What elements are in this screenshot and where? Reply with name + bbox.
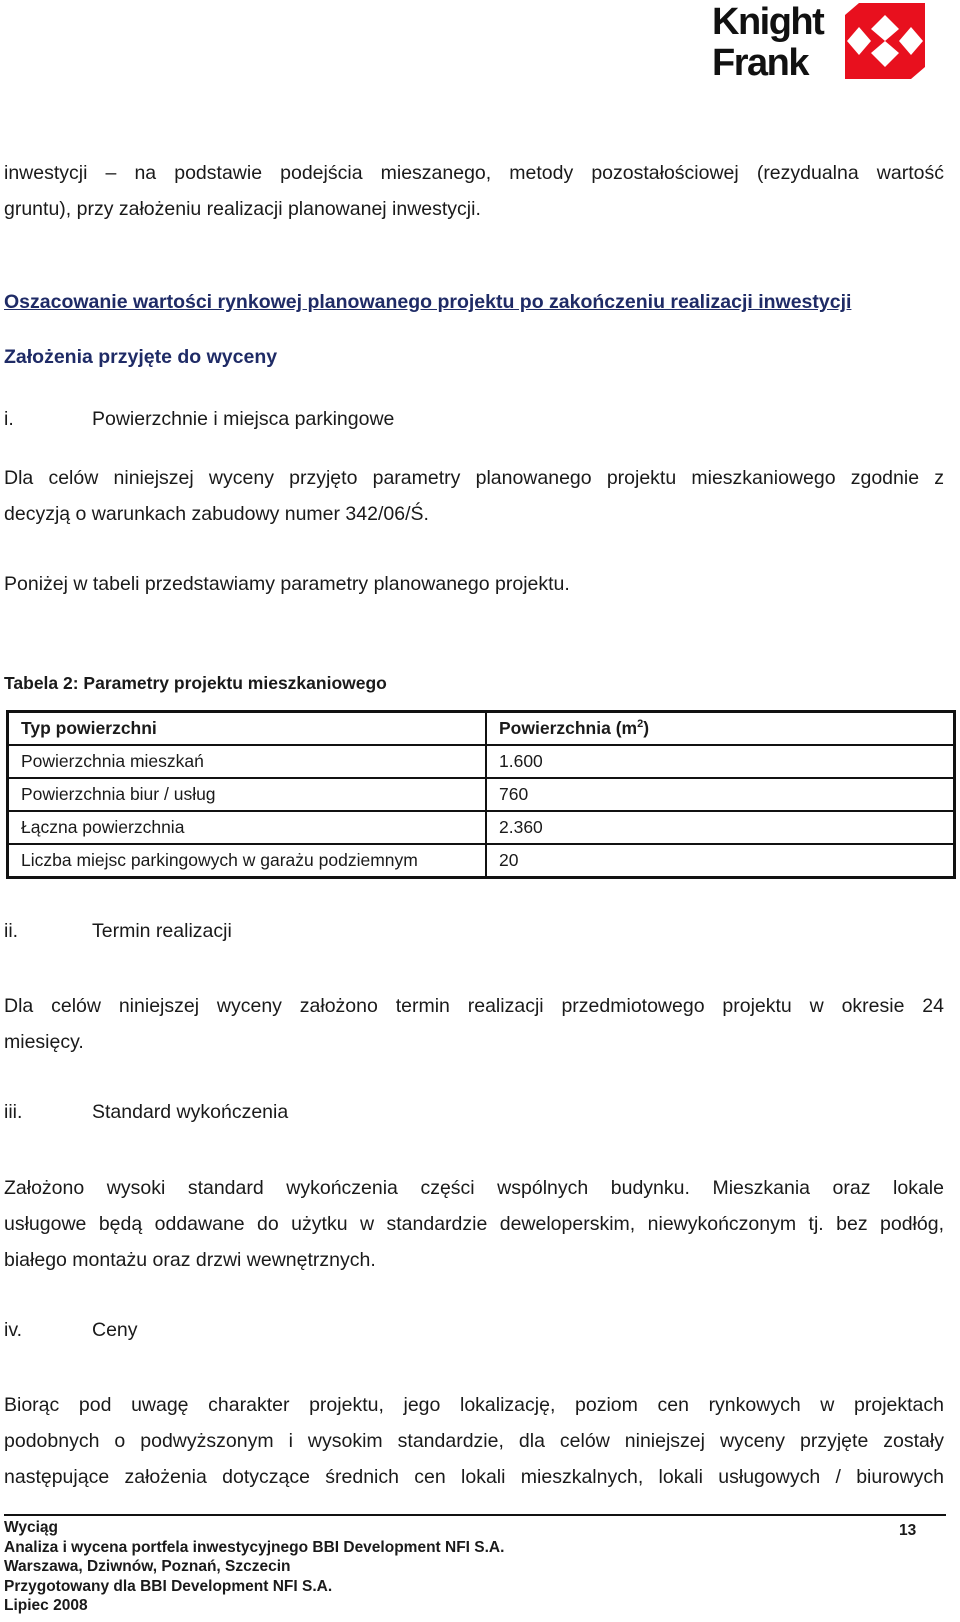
text-line: gruntu), przy założeniu realizacji planowanej inwestycji. xyxy=(4,198,481,220)
text-line: Poniżej w tabeli przedstawiamy parametry planowanego projektu. xyxy=(4,573,570,595)
subsection-label: Ceny xyxy=(92,1319,138,1341)
text-line: Dla celów niniejszej wyceny przyjęto parametry planowanego projektu mieszkaniowego zgodnie z xyxy=(4,467,944,489)
text-line: Biorąc pod uwagę charakter projektu, jego lokalizację, poziom cen rynkowych w projektach xyxy=(4,1394,944,1416)
text-line: decyzją o warunkach zabudowy numer 342/06/Ś. xyxy=(4,503,429,525)
table-header-row xyxy=(8,712,955,746)
footer-line: Warszawa, Dziwnów, Poznań, Szczecin xyxy=(4,1558,291,1575)
text-line: następujące założenia dotyczące średnich cen lokali mieszkalnych, lokali usługowych / biurowych xyxy=(4,1466,944,1488)
intro-paragraph xyxy=(4,155,944,227)
footer xyxy=(4,1518,504,1616)
subsection-label: Termin realizacji xyxy=(92,920,232,942)
header-cell-type: Typ powierzchni xyxy=(8,712,487,746)
row-label: Liczba miejsc parkingowych w garażu podziemnym xyxy=(8,844,487,878)
table-caption: Tabela 2: Parametry projektu mieszkaniowego xyxy=(4,673,387,693)
section-heading-valuation: Oszacowanie wartości rynkowej planowanego projektu po zakończeniu realizacji inwestycji xyxy=(4,291,852,313)
knight-frank-logo xyxy=(712,0,926,84)
row-value: 20 xyxy=(486,844,955,878)
subsection-number: ii. xyxy=(4,920,19,942)
logo-word-frank: Frank xyxy=(712,42,808,84)
text-line: białego montażu oraz drzwi wewnętrznych. xyxy=(4,1249,376,1271)
subsection-label: Powierzchnie i miejsca parkingowe xyxy=(92,408,395,430)
text-line: Założono wysoki standard wykończenia części wspólnych budynku. Mieszkania oraz lokale xyxy=(4,1177,944,1199)
text-line: inwestycji – na podstawie podejścia mieszanego, metody pozostałościowej (rezydualna wartość xyxy=(4,162,944,184)
text-line: podobnych o podwyższonym i wysokim standardzie, dla celów niniejszej wyceny przyjęte zostały xyxy=(4,1430,944,1452)
paragraph-prices xyxy=(4,1387,944,1495)
subsection-title-prices xyxy=(4,1319,138,1342)
row-value: 2.360 xyxy=(486,811,955,844)
footer-line: Przygotowany dla BBI Development NFI S.A. xyxy=(4,1577,333,1595)
subsection-title-areas xyxy=(4,408,394,431)
section-heading-assumptions: Założenia przyjęte do wyceny xyxy=(4,346,278,368)
row-label: Łączna powierzchnia xyxy=(8,811,487,844)
subsection-title-standard xyxy=(4,1101,288,1124)
paragraph-parameters xyxy=(4,460,944,532)
row-value: 1.600 xyxy=(486,745,955,778)
logo-wordmark xyxy=(712,2,823,84)
row-label: Powierzchnia biur / usług xyxy=(8,778,487,811)
logo-word-knight: Knight xyxy=(712,1,824,43)
footer-divider xyxy=(4,1514,946,1516)
subsection-label: Standard wykończenia xyxy=(92,1101,289,1123)
text-line: usługowe będą oddawane do użytku w standardzie deweloperskim, niewykończonym tj. bez podłóg, xyxy=(4,1213,944,1235)
table-row xyxy=(8,778,955,811)
row-value: 760 xyxy=(486,778,955,811)
table-row xyxy=(8,844,955,878)
text-line: Dla celów niniejszej wyceny założono termin realizacji przedmiotowego projektu w okresie 24 xyxy=(4,995,944,1017)
footer-line: Lipiec 2008 xyxy=(4,1597,88,1614)
table-row xyxy=(8,745,955,778)
logo-mark-icon xyxy=(845,3,925,79)
paragraph-table-intro xyxy=(4,566,944,602)
table-row xyxy=(8,811,955,844)
paragraph-standard xyxy=(4,1170,944,1278)
row-label: Powierzchnia mieszkań xyxy=(8,745,487,778)
subsection-number: iv. xyxy=(4,1319,23,1341)
subsection-number: i. xyxy=(4,408,14,430)
paragraph-schedule xyxy=(4,988,944,1060)
text-line: miesięcy. xyxy=(4,1031,84,1053)
footer-line: Wyciąg xyxy=(4,1519,58,1536)
subsection-title-schedule xyxy=(4,920,232,943)
footer-line: Analiza i wycena portfela inwestycyjnego BBI Development NFI S.A. xyxy=(4,1538,505,1556)
header-cell-area: Powierzchnia $(m^2)$ xyxy=(486,712,955,746)
parameters-table xyxy=(6,710,956,879)
page-number: 13 xyxy=(899,1522,917,1539)
subsection-number: iii. xyxy=(4,1101,23,1123)
